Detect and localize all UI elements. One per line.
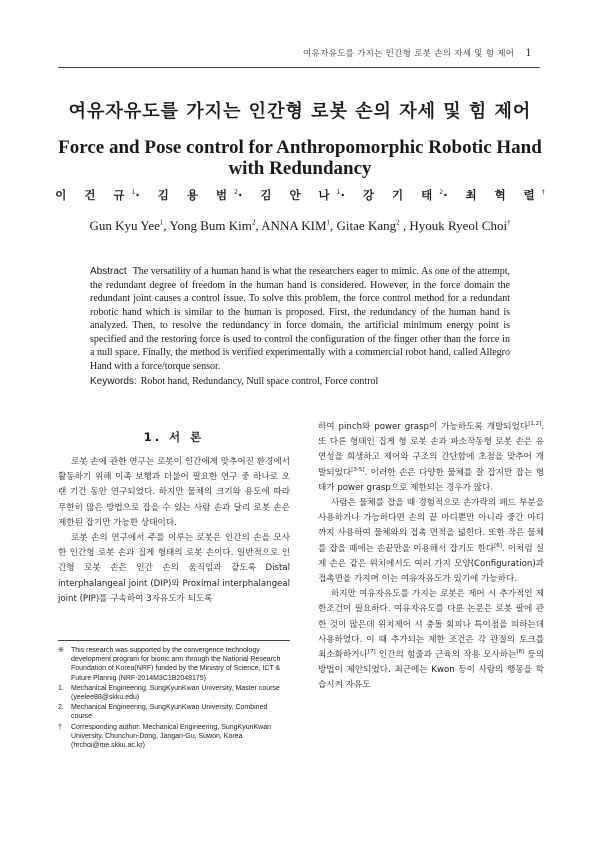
paragraph: 로봇 손의 연구에서 주를 이루는 로봇은 인간의 손을 모사한 인간형 로봇 손과 집게 형태의 로봇 손이다. 일반적으로 인간형 로봇 손은 인간 손의 움직임과 같도록 Distal interphalangeal joint (DIP)와 Proximal interphalangeal joint (PIP)를 구속하여 3자유도가 되도록 (58, 533, 290, 604)
citation: [7] (367, 649, 376, 656)
author-en-1: Gun Kyu Yee$^1$, (89, 218, 170, 234)
citation: [1,2] (528, 421, 542, 428)
authors-korean (40, 187, 560, 203)
footnotes (58, 646, 290, 751)
abstract-text: The versatility of a human hand is what the researchers eager to mimic. As one of the attempt, the redundant degree of freedom in the human hand is considered. However, in the force domain the redundant joint causes a control issue. To solve this problem, the force control method for a redundant robotic hand which is similar to the human is proposed. First, the redundancy of the human hand is analyzed. Then, to resolve the redundancy in force domain, the artificial minimum energy point is specified and the restoring force is used to control the configuration of the finger other than the force in a null space. Finally, the method is verified experimentally with a commercial robot hand, called Allegro Hand with a force/torque sensor. (90, 266, 510, 372)
author-en-4: Gitae Kang$^2$ , (336, 218, 410, 234)
abstract-label: Abstract (90, 266, 127, 277)
citation: [8] (516, 649, 525, 656)
paragraph: 사람은 물체를 잡을 때 경험적으로 손가락의 패드 부분을 사용하거나 가능하다면 손의 끝 마디뿐만 아니라 중간 마디까지 사용하여 물체와의 접촉 면적을 넓힌다. 또한 작은 물체를 잡을 때에는 손끝만을 이용해서 잡기도 한다[6]. 이처럼 실제 손은 같은 위치에서도 여러 가지 모양(Configuration)과 접촉면을 가지며 이는 여유자유도가 있기에 가능하다. (318, 498, 544, 585)
footnote-corresponding-author: † Corresponding author: Mechanical Engineering, SungKyunKwan University, Chunchun-Dong, Jangan-Gu, Suwon, Korea (hrchoi@me.skku.ac.kr) (58, 723, 272, 750)
author-ko-4: 강 기 태$^2$· (362, 188, 455, 202)
title-english: Force and Pose control for Anthropomorphic Robotic Hand with Redundancy (58, 137, 542, 179)
keywords-label: Keywords: (90, 376, 137, 387)
footnote-affiliation-1: 1. Mechanical Engineering, SungKyunKwan University, Master course (yeelee88@skku.edu) (58, 684, 280, 702)
paragraph: 로봇 손에 관한 연구는 로봇이 인간에게 맞추어진 환경에서 활동하기 위해 이족 보행과 더불어 필요한 연구 중 하나로 오랜 기간 동안 연구되었다. 하지만 물체의 크기와 용도에 따라 무한히 많은 방법으로 잡을 수 있는 사람 손과 달리 로봇 손은 제한된 잡기만 가능한 상태이다. (58, 457, 290, 528)
author-ko-3: 김 안 나$^1$· (260, 188, 352, 202)
footnote-funding: ※ This research was supported by the convergence technology development program for bionic arm through the National Research Foundation of Korea(NRF) funded by the Ministry of Science, ICT & Future Plannig (NRF-2014M3C1B2048175) (58, 647, 281, 682)
authors-english (60, 214, 540, 235)
citation: [3-5] (351, 466, 365, 473)
header-rule (58, 67, 540, 68)
author-en-3: ANNA KIM$^1$, (261, 218, 337, 234)
abstract (90, 265, 510, 373)
paragraph: 하여 pinch와 power grasp이 가능하도록 개발되었다[1,2]. 또 다른 형태인 집게 형 로봇 손과 파소작동형 로봇 손은 유연성을 희생하고 제어와 구조의 간단함에 초점을 맞추어 개발되었다[3-5]. 이러한 손은 다양한 물체를 잘 잡지만 잡는 형태가 power grasp으로 제한되는 경우가 많다. (318, 421, 544, 493)
title-korean: 여유자유도를 가지는 인간형 로봇 손의 자세 및 힘 제어 (68, 101, 532, 122)
footnote-affiliation-2: 2. Mechanical Engineering, SungKyunKwan University, Combined course (58, 704, 268, 721)
keywords (90, 376, 510, 387)
section-heading-introduction: 1. 서 론 (143, 430, 205, 444)
running-header (303, 47, 532, 59)
author-en-2: Yong Bum Kim$^2$, (169, 218, 262, 234)
keywords-text: Robot hand, Redundancy, Null space control, Force control (140, 376, 379, 387)
author-ko-2: 김 용 범$^2$· (157, 188, 250, 202)
body-column-right (318, 420, 544, 694)
author-en-5: Hyouk Ryeol Choi† (409, 218, 511, 234)
body-column-left (58, 455, 290, 607)
paragraph: 하지만 여유자유도를 가지는 로봇은 제어 시 추가적인 제한조건이 필요하다. 여유자유도를 다룬 논문은 로봇 팔에 관한 것이 많은데 위치제어 시 충돌 회피나 특이점을 피하는데 사용하였다. 이 때 추가되는 제한 조건은 각 관절의 토크를 최소화하거나[7] 인간의 힘줄과 근육의 작용 모사하는[8] 등의 방법이 제안되었다. 최근에는 Kwon 등이 사람의 행동을 학습시켜 자유도 (318, 589, 545, 691)
page-number: 1 (525, 48, 532, 59)
author-ko-1: 이 건 규$^1$· (55, 188, 147, 202)
footnote-rule (58, 640, 290, 641)
author-ko-5: 최 혁 렬† (465, 188, 545, 202)
citation: [6] (494, 542, 502, 549)
running-title: 여유자유도를 가지는 인간형 로봇 손의 자세 및 힘 제어 (303, 49, 515, 59)
